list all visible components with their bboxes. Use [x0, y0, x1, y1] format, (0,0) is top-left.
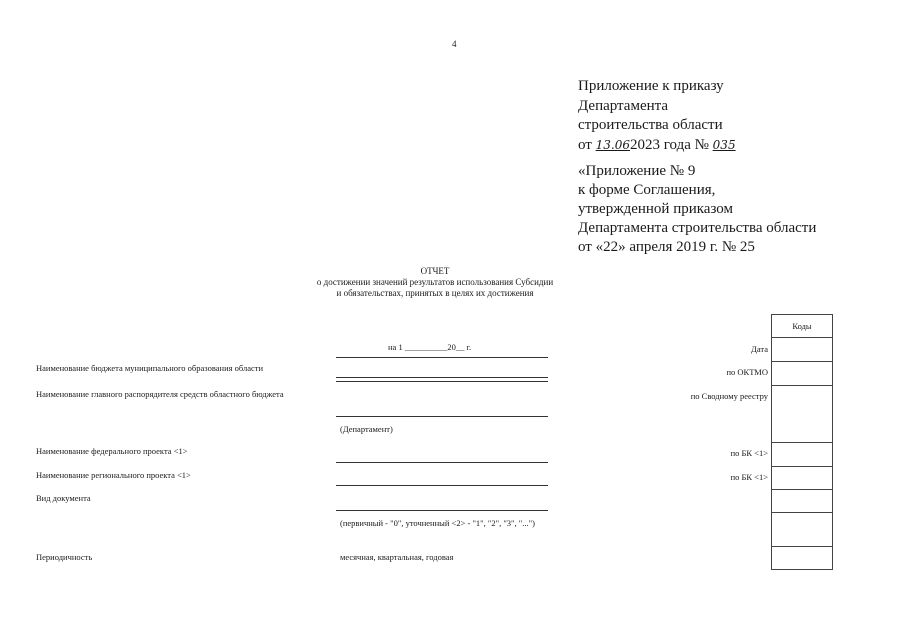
page-number: 4	[452, 39, 457, 49]
label-doc-type: Вид документа	[36, 493, 91, 503]
code-cell-doc-type	[772, 490, 833, 513]
code-cell-oktmo	[772, 362, 833, 386]
report-date-line: на 1 __________20__ г.	[388, 342, 472, 352]
label-bk-1: по БК <1>	[730, 448, 768, 458]
report-title-main: ОТЧЕТ	[420, 266, 450, 276]
regional-fill-line	[336, 485, 548, 486]
code-cell-periodicity	[772, 547, 833, 570]
appendix-ref-line1: «Приложение № 9	[578, 163, 696, 179]
code-cell-bk-2	[772, 467, 833, 490]
label-bk-2: по БК <1>	[730, 472, 768, 482]
budget-fill-line	[336, 377, 548, 378]
date-prefix: от	[578, 136, 592, 153]
doc-type-hint: (первичный - "0", уточненный <2> - "1", "2", "3", "...")	[340, 518, 535, 528]
codes-table	[771, 314, 833, 570]
label-date: Дата	[751, 344, 768, 354]
report-title-line2: о достижении значений результатов использования Субсидии	[316, 277, 554, 287]
label-oktmo: по ОКТМО	[726, 367, 768, 377]
appendix-header-line2: Департамента	[578, 97, 669, 114]
date-underline	[336, 357, 548, 358]
doc-type-fill-line	[336, 510, 548, 511]
appendix-header-line1: Приложение к приказу	[578, 78, 724, 94]
code-cell-registry	[772, 386, 833, 443]
label-registry: по Сводному реестру	[690, 391, 768, 401]
code-cell-date	[772, 338, 833, 362]
report-title	[290, 266, 580, 299]
appendix-header-line3: строительства области	[578, 117, 723, 133]
appendix-header-date	[578, 136, 736, 156]
federal-fill-line	[336, 462, 548, 463]
label-regional-project: Наименование регионального проекта <1>	[36, 470, 191, 480]
appendix-ref-line5: от «22» апреля 2019 г. № 25	[578, 239, 755, 255]
appendix-ref-line3: утвержденной приказом	[578, 201, 734, 217]
budget-fill-line-2	[336, 381, 548, 382]
appendix-ref-line4: Департамента строительства области	[578, 220, 817, 236]
label-budget: Наименование бюджета муниципального образования области	[36, 363, 264, 373]
department-note: (Департамент)	[340, 424, 393, 434]
appendix-reference	[578, 162, 816, 257]
codes-header: Коды	[772, 315, 833, 338]
report-title-line3: и обязательствах, принятых в целях их достижения	[336, 288, 534, 298]
code-cell-hint	[772, 513, 833, 547]
periodicity-value: месячная, квартальная, годовая	[340, 552, 454, 562]
appendix-header	[578, 77, 736, 155]
manager-fill-line	[336, 416, 548, 417]
label-periodicity: Периодичность	[36, 552, 93, 562]
year-text: 2023 года №	[629, 136, 709, 153]
label-federal-project: Наименование федерального проекта <1>	[36, 446, 188, 456]
handwritten-number: 035	[712, 137, 736, 152]
code-cell-bk-1	[772, 443, 833, 467]
appendix-ref-line2: к форме Соглашения,	[578, 182, 716, 198]
label-manager: Наименование главного распорядителя средств областного бюджета	[36, 389, 284, 399]
handwritten-date: 13.06	[595, 137, 630, 152]
